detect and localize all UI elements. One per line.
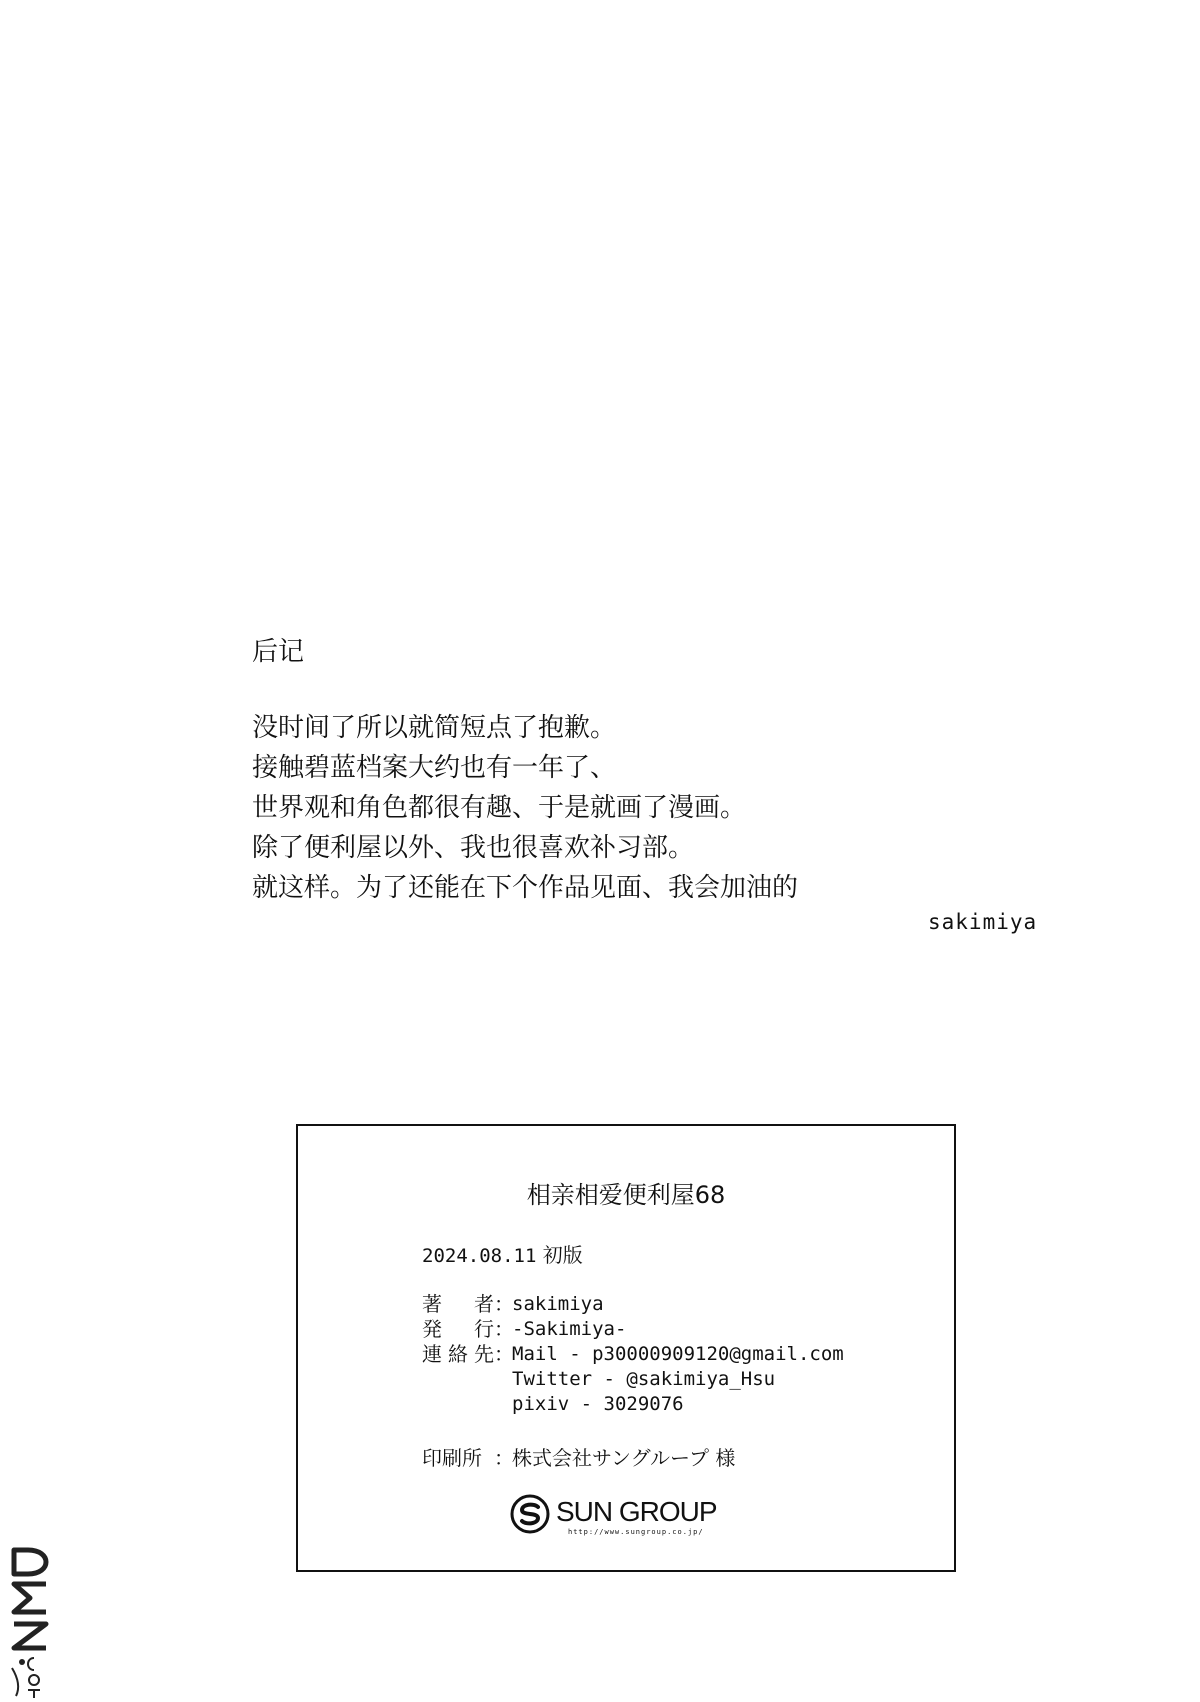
sun-group-mark-icon [510, 1494, 550, 1534]
publisher-name: -Sakimiya- [512, 1318, 627, 1340]
logo-url: http://www.sungroup.co.jp/ [568, 1528, 704, 1536]
contact-mail: Mail - p30000909120@gmail.com [512, 1343, 844, 1365]
afterword-line: 没时间了所以就简短点了抱歉。 [252, 713, 617, 743]
afterword-line: 世界观和角色都很有趣、于是就画了漫画。 [252, 793, 747, 823]
book-title: 相亲相爱便利屋68 [526, 1181, 726, 1209]
sun-group-logo [510, 1490, 730, 1542]
separator: ： [494, 1446, 514, 1470]
afterword-line: 除了便利屋以外、我也很喜欢补习部。 [252, 833, 695, 863]
separator: ： [494, 1317, 514, 1341]
colophon-box [296, 1124, 956, 1572]
edition-line [422, 1240, 583, 1271]
author-label: 著 者 [422, 1292, 494, 1316]
contact-row [422, 1392, 844, 1417]
author-name: sakimiya [512, 1293, 604, 1315]
publisher-row [422, 1317, 844, 1342]
publisher-label: 発 行 [422, 1317, 494, 1341]
printer-name: 株式会社サングループ 様 [512, 1446, 736, 1470]
contact-row [422, 1342, 844, 1367]
contact-label: 連絡先 [422, 1342, 494, 1366]
separator: ： [494, 1342, 514, 1366]
afterword-line: 就这样。为了还能在下个作品见面、我会加油的 [252, 873, 799, 903]
edition-date: 2024.08.11 [422, 1245, 537, 1267]
afterword-section [252, 632, 1052, 908]
afterword-title: 后记 [252, 637, 305, 667]
printer-label: 印刷所 [422, 1446, 482, 1470]
edition-label: 初版 [542, 1243, 583, 1267]
separator: ： [494, 1292, 514, 1316]
contact-twitter: Twitter - @sakimiya_Hsu [512, 1368, 776, 1390]
printer-row [422, 1444, 735, 1472]
contact-row [422, 1367, 844, 1392]
logo-wordmark: SUN GROUP [556, 1496, 717, 1527]
dmzj-watermark-logo [6, 1540, 58, 1700]
credits-block [422, 1292, 844, 1417]
author-signature: sakimiya [928, 910, 1038, 934]
author-row [422, 1292, 844, 1317]
afterword-line: 接触碧蓝档案大约也有一年了、 [252, 753, 617, 783]
contact-pixiv: pixiv - 3029076 [512, 1393, 684, 1415]
